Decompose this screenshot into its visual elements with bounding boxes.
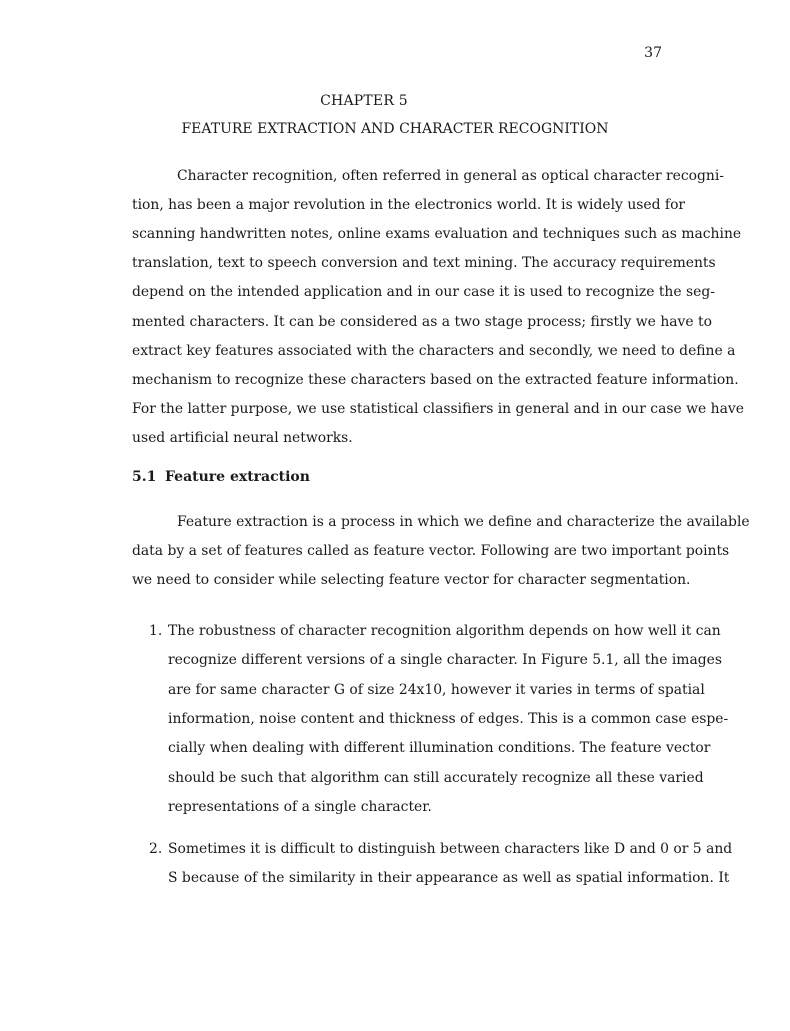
list-item-line: The robustness of character recognition algorithm depends on how well it can — [168, 623, 721, 639]
section-number: 5.1 — [132, 469, 157, 485]
section-title: Feature extraction — [165, 469, 310, 485]
chapter-label: CHAPTER 5 — [320, 93, 408, 109]
list-marker: 2. — [149, 841, 163, 857]
paragraph-line: For the latter purpose, we use statistical classifiers in general and in our case we have — [132, 401, 744, 417]
list-item-line: recognize different versions of a single character. In Figure 5.1, all the images — [168, 652, 723, 668]
paragraph-line: used artificial neural networks. — [132, 430, 353, 446]
paragraph-line: data by a set of features called as feature vector. Following are two important points — [132, 543, 730, 559]
list-item-line: Sometimes it is difficult to distinguish between characters like D and 0 or 5 and — [168, 841, 733, 857]
paragraph-line: we need to consider while selecting feature vector for character segmentation. — [132, 572, 691, 588]
paragraph-line: depend on the intended application and in our case it is used to recognize the seg- — [132, 284, 715, 300]
page-number: 37 — [644, 45, 662, 61]
paragraph-line: Feature extraction is a process in which we define and characterize the available — [177, 514, 750, 530]
section-heading — [132, 469, 310, 485]
list-item-line: information, noise content and thickness of edges. This is a common case espe- — [168, 711, 729, 727]
paragraph-line: tion, has been a major revolution in the electronics world. It is widely used for — [132, 197, 686, 213]
paragraph-line: mechanism to recognize these characters based on the extracted feature information. — [132, 372, 739, 388]
list-item-line: S because of the similarity in their appearance as well as spatial information. It — [168, 870, 730, 886]
list-item-line: cially when dealing with different illumination conditions. The feature vector — [168, 740, 711, 756]
list-item-line: representations of a single character. — [168, 799, 432, 815]
paragraph-line: scanning handwritten notes, online exams evaluation and techniques such as machine — [132, 226, 742, 242]
paragraph-line: mented characters. It can be considered as a two stage process; firstly we have to — [132, 314, 712, 330]
paragraph-line: Character recognition, often referred in general as optical character recogni- — [177, 168, 724, 184]
list-item-line: are for same character G of size 24x10, however it varies in terms of spatial — [168, 682, 705, 698]
paragraph-line: translation, text to speech conversion and text mining. The accuracy requirements — [132, 255, 716, 271]
chapter-title: FEATURE EXTRACTION AND CHARACTER RECOGNITION — [181, 121, 609, 137]
list-marker: 1. — [149, 623, 163, 639]
list-item-line: should be such that algorithm can still accurately recognize all these varied — [168, 770, 704, 786]
paragraph-line: extract key features associated with the characters and secondly, we need to define a — [132, 343, 736, 359]
